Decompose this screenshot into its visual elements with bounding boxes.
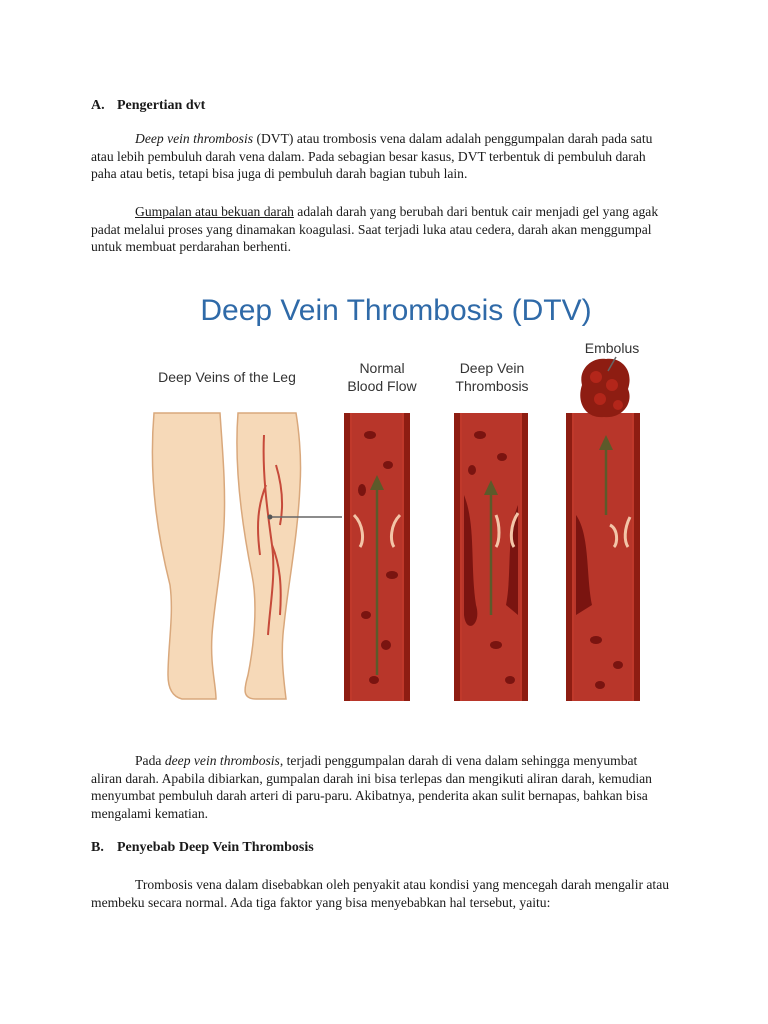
label-normal-line1: Normal [359, 360, 405, 376]
section-a-number: A. [91, 98, 105, 113]
paragraph-clot-definition-text: adalah darah yang berubah dari bentuk cair menjadi gel yang agak padat melalui proses yang dinamakan koagulasi. Saat terjadi luka atau cedera, darah akan menggumpal untuk membuat perdarahan berhenti. [91, 204, 659, 255]
paragraph-dvt-effects-text: , terjadi penggumpalan darah di vena dalam sehingga menyumbat aliran darah. Apabila dibiarkan, gumpalan darah ini bisa terlepas dan mengikuti aliran darah, kemudian menyumbat pembuluh darah arteri di paru-paru. Akibatnya, penderita akan sulit bernapas, bahkan bisa mengalami kematian. [91, 753, 652, 821]
paragraph-dvt-definition-text: (DVT) atau trombosis vena dalam adalah penggumpalan darah pada satu atau lebih pembuluh darah vena dalam. Pada sebagian besar kasus, DVT terbentuk di pembuluh darah paha atau betis, tetapi bisa juga di pembuluh darah bagian tubuh lain. [91, 131, 653, 182]
label-embolus: Embolus [584, 340, 640, 356]
leg-front [152, 413, 224, 699]
vessel-thrombosis [454, 413, 528, 701]
dvt-illustration-svg [130, 285, 660, 715]
term-clot: Gumpalan atau bekuan darah [135, 204, 294, 219]
paragraph-dvt-effects-lead: Pada [135, 753, 165, 768]
paragraph-causes-text: Trombosis vena dalam disebabkan oleh penyakit atau kondisi yang mencegah darah mengalir atau membeku secara normal. Ada tiga faktor yang bisa menyebabkan hal tersebut, yaitu: [91, 877, 670, 910]
paragraph-dvt-effects [91, 752, 671, 822]
vessel-normal [344, 413, 410, 701]
section-a-heading [91, 97, 205, 115]
section-a-title: Pengertian dvt [117, 98, 206, 113]
label-dvt-line1: Deep Vein [459, 360, 525, 376]
paragraph-dvt-definition [91, 130, 671, 183]
leg-back [237, 413, 301, 699]
label-dvt-line2: Thrombosis [455, 378, 529, 394]
term-dvt-lower: deep vein thrombosis [164, 753, 280, 768]
figure-title: Deep Vein Thrombosis (DTV) [200, 294, 592, 327]
section-b-title: Penyebab Deep Vein Thrombosis [117, 840, 314, 855]
embolus-clot [580, 357, 629, 417]
label-normal-line2: Blood Flow [347, 378, 417, 394]
section-b-heading [91, 839, 314, 857]
paragraph-causes [91, 876, 671, 911]
label-deep-veins-leg: Deep Veins of the Leg [158, 369, 296, 385]
paragraph-clot-definition [91, 203, 671, 256]
vessel-embolus [566, 413, 640, 701]
dvt-illustration [130, 285, 660, 715]
section-b-number: B. [91, 840, 104, 855]
term-dvt: Deep vein thrombosis [135, 131, 254, 146]
